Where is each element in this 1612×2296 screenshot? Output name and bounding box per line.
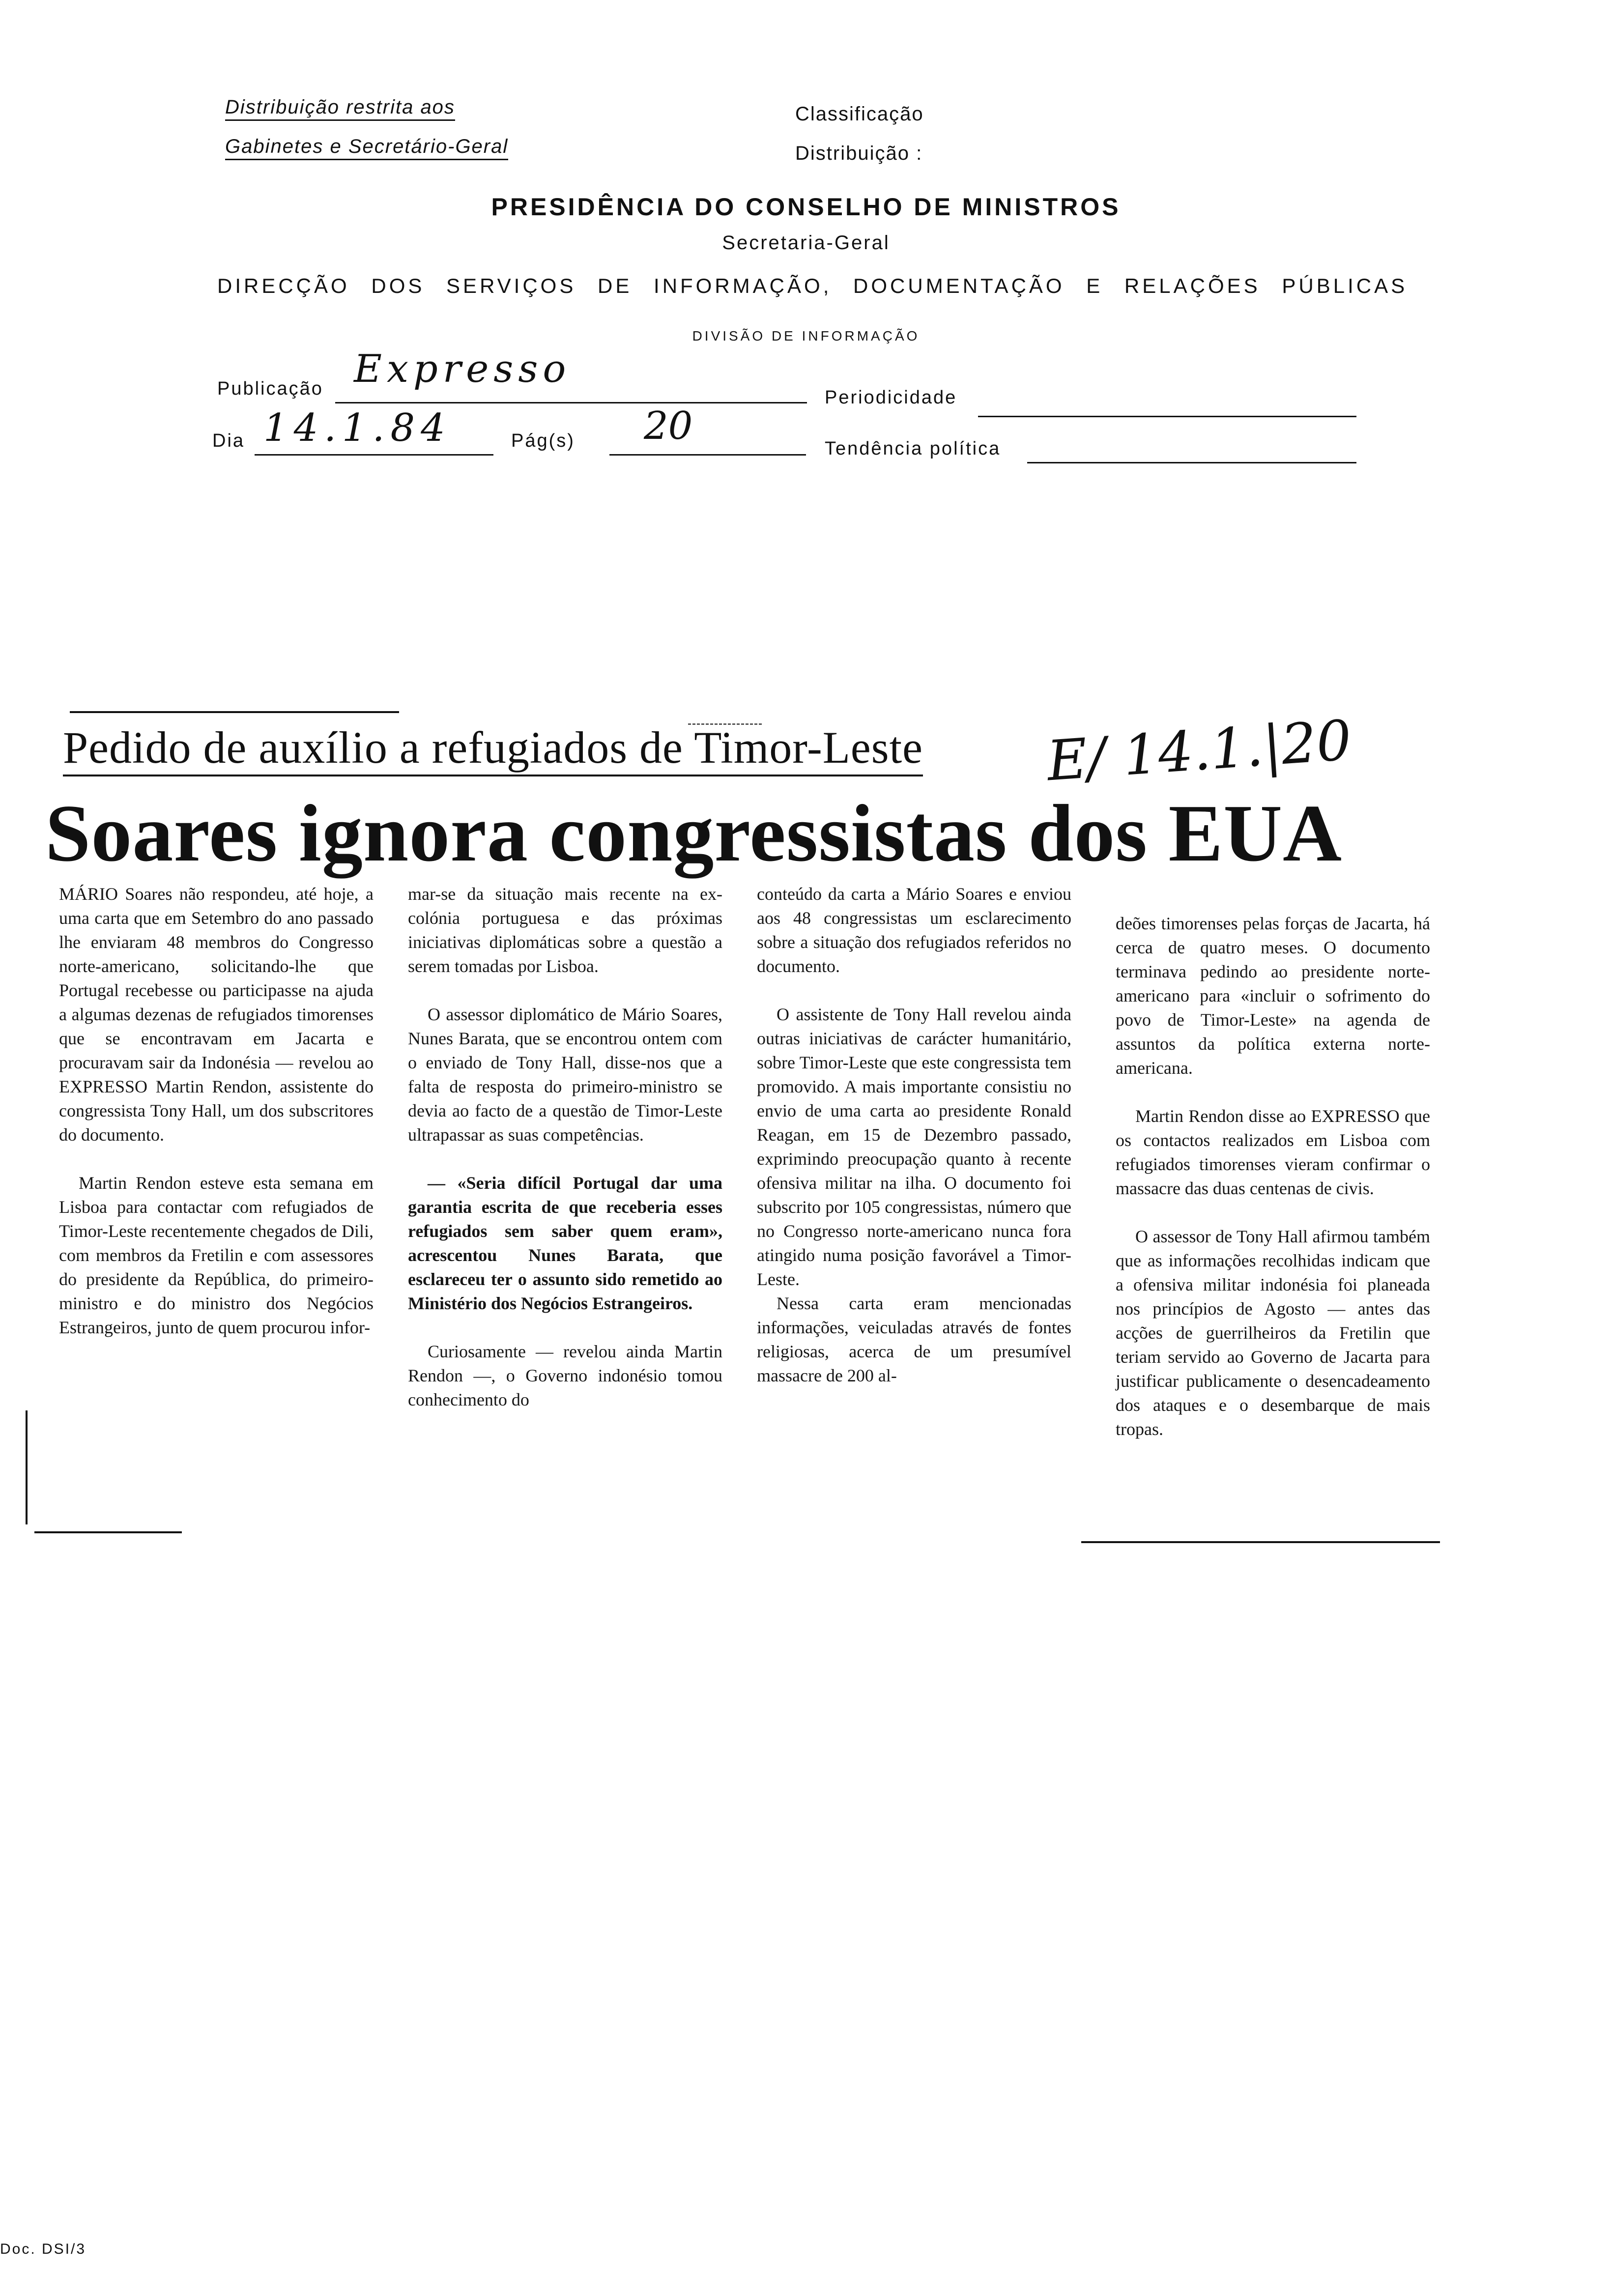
classificacao-label: Classificação (795, 103, 924, 125)
clipping-bottom-rule-right (1081, 1541, 1440, 1543)
institution-title: PRESIDÊNCIA DO CONSELHO DE MINISTROS (491, 193, 1121, 221)
dia-line (255, 454, 493, 456)
tendencia-label: Tendência política (825, 438, 1001, 459)
col2-paragraph: Curiosamente — revelou ainda Martin Rendon —, o Governo indonésio tomou conhecimento do (408, 1342, 722, 1409)
divisao-informacao: DIVISÃO DE INFORMAÇÃO (692, 328, 920, 344)
handwritten-date-ref: E/ 14.1.|20 (1045, 708, 1354, 794)
periodicidade-line (978, 416, 1356, 417)
pags-handwritten: 20 (644, 404, 693, 448)
col1-paragraph: MÁRIO Soares não respondeu, até hoje, a uma carta que em Setembro do ano passado lhe enviaram 48 membros do Congresso norte-americano, solicitando-lhe que Portugal recebesse ou participasse na ajuda a algumas dezenas de refugiados timorenses que se encontravam em Jacarta e procuravam sair da Indonésia — revelou ao EXPRESSO Martin Rendon, assistente do congressista Tony Hall, um dos subscritores do documento. (59, 884, 374, 1145)
restricted-distribution-line2: Gabinetes e Secretário-Geral (225, 136, 508, 160)
publicacao-label: Publicação (217, 378, 323, 399)
col4-paragraph: Martin Rendon disse ao EXPRESSO que os contactos realizados em Lisboa com refugiados timorenses vieram confirmar o massacre das duas centenas de civis. (1116, 1106, 1430, 1198)
pags-line (609, 454, 806, 456)
clipping-bottom-rule-left (34, 1531, 182, 1533)
col2-paragraph: O assessor diplomático de Mário Soares, Nunes Barata, que se encontrou ontem com o enviado de Tony Hall, disse-nos que a falta de resposta do primeiro-ministro se devia ao facto de a questão de Timor-Leste ultrapassar as suas competências. (408, 1004, 722, 1145)
article-column-3 (757, 882, 1071, 1388)
col3-paragraph: Nessa carta eram mencionadas informações, veiculadas através de fontes religiosas, acerca de um presumível massacre de 200 al- (757, 1293, 1071, 1385)
publicacao-line (335, 402, 807, 403)
document-code: Doc. DSI/3 (0, 2241, 86, 2257)
col4-paragraph: deões timorenses pelas forças de Jacarta, há cerca de quatro meses. O documento terminava pedindo ao presidente norte-americano para «incluir o sofrimento do povo de Timor-Leste» na agenda de assuntos da política externa norte-americana. (1116, 914, 1430, 1078)
margin-mark (26, 1410, 28, 1524)
secretaria-geral: Secretaria-Geral (722, 232, 890, 254)
article-column-1 (59, 882, 374, 1340)
dia-label: Dia (212, 430, 245, 451)
periodicidade-label: Periodicidade (825, 387, 957, 408)
clipping-top-rule (70, 711, 399, 713)
pags-label: Pág(s) (511, 430, 575, 451)
col3-paragraph: conteúdo da carta a Mário Soares e enviou aos 48 congressistas um esclarecimento sobre a situação dos refugiados referidos no documento. (757, 884, 1071, 976)
col4-paragraph: O assessor de Tony Hall afirmou também que as informações recolhidas indicam que a ofensiva militar indonésia foi planeada nos princípios de Agosto — antes das acções de guerrilheiros da Fretilin que teriam servido ao Governo de Jacarta para justificar publicamente o desencadeamento dos ataques e o desembarque de mais tropas. (1116, 1227, 1430, 1439)
tendencia-line (1027, 462, 1356, 463)
col1-paragraph: Martin Rendon esteve esta semana em Lisboa para contactar com refugiados de Timor-Leste recentemente chegados de Dili, com membros da Fretilin e com assessores do presidente da República, do primeiro-ministro e do ministro dos Negócios Estrangeiros, junto de quem procurou infor- (59, 1173, 374, 1337)
publicacao-handwritten: Expresso (354, 347, 571, 391)
distribuicao-label: Distribuição : (795, 143, 923, 164)
restricted-distribution-line1: Distribuição restrita aos (225, 96, 455, 121)
dia-handwritten: 14.1.84 (263, 406, 451, 450)
col3-paragraph: O assistente de Tony Hall revelou ainda outras iniciativas de carácter humanitário, sobre Timor-Leste que este congressista tem promovido. A mais importante consistiu no envio de uma carta ao presidente Ronald Reagan, em 15 de Dezembro passado, exprimindo preocupação quanto à recente ofensiva militar na ilha. O documento foi subscrito por 105 congressistas, número que no Congresso norte-americano nunca fora atingido numa posição favorável a Timor-Leste. (757, 1004, 1071, 1289)
col2-paragraph: mar-se da situação mais recente na ex-colónia portuguesa e das próximas iniciativas diplomáticas sobre a questão a serem tomadas por Lisboa. (408, 884, 722, 976)
article-headline: Soares ignora congressistas dos EUA (45, 788, 1342, 878)
article-kicker: Pedido de auxílio a refugiados de Timor-Leste (63, 721, 923, 776)
article-column-4 (1116, 912, 1430, 1441)
article-column-2 (408, 882, 722, 1412)
col2-quote-paragraph: — «Seria difícil Portugal dar uma garantia escrita de que receberia esses refugiados sem saber quem eram», acrescentou Nunes Barata, que esclareceu ter o assunto sido remetido ao Ministério dos Negócios Estrangeiros. (408, 1173, 722, 1313)
direccao-servicos: DIRECÇÃO DOS SERVIÇOS DE INFORMAÇÃO, DOCUMENTAÇÃO E RELAÇÕES PÚBLICAS (217, 274, 1408, 297)
